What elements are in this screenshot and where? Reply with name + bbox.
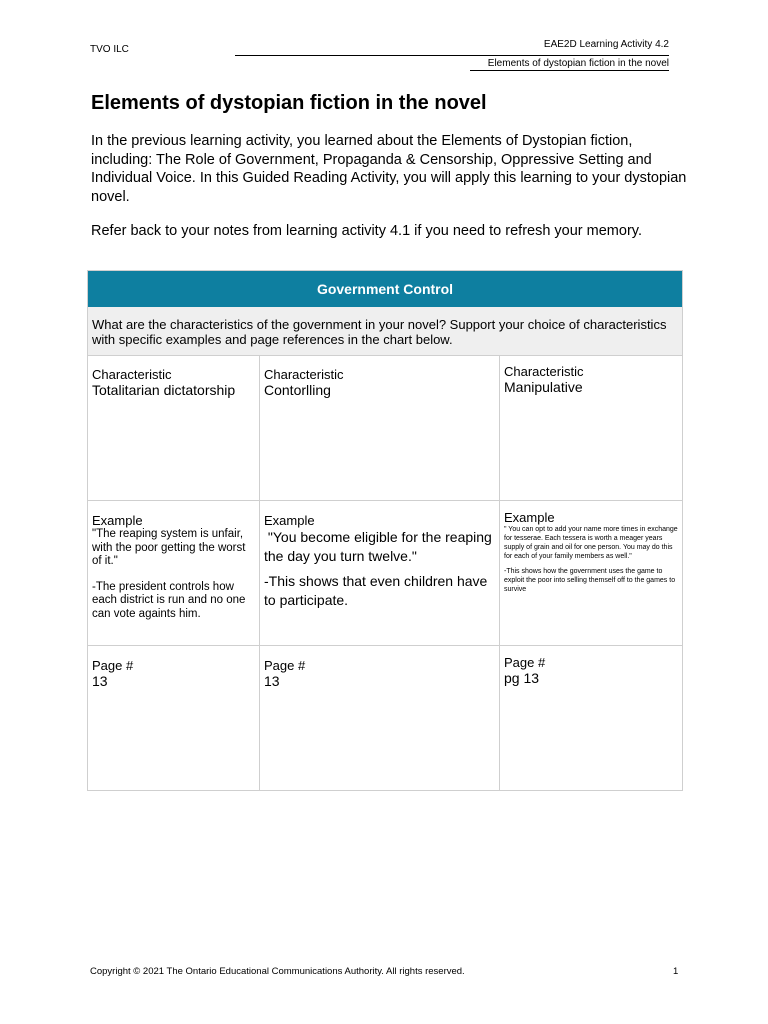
characteristic-label: Characteristic xyxy=(504,364,584,379)
example-label: Example xyxy=(504,510,555,525)
government-control-table xyxy=(87,270,683,791)
example-note: -This shows how the government uses the game to exploit the poor into selling themself off to the games to survive xyxy=(504,568,676,593)
header-line-top xyxy=(235,55,669,56)
header-line-bottom xyxy=(470,70,669,71)
page-label: Page # xyxy=(264,658,306,673)
example-cell-1[interactable] xyxy=(88,501,260,645)
page-value: 13 xyxy=(264,673,280,689)
page-cell-3[interactable] xyxy=(500,646,682,790)
example-note: -The president controls how each district is run and no one can vote againts him. xyxy=(92,580,246,620)
characteristic-cell-2[interactable] xyxy=(260,356,500,500)
refer-paragraph: Refer back to your notes from learning activity 4.1 if you need to refresh your memory. xyxy=(91,223,642,239)
page-label: Page # xyxy=(504,655,546,670)
page-row xyxy=(88,646,682,790)
example-label: Example xyxy=(264,513,315,528)
example-text: "You become eligible for the reaping the day you turn twelve." xyxy=(264,529,496,564)
header-subtitle: Elements of dystopian fiction in the novel xyxy=(487,58,669,69)
page-value: 13 xyxy=(92,673,108,689)
characteristic-label: Characteristic xyxy=(92,367,172,382)
page-label: Page # xyxy=(92,658,134,673)
example-cell-2[interactable] xyxy=(260,501,500,645)
example-cell-3[interactable] xyxy=(500,501,682,645)
example-row xyxy=(88,501,682,646)
header-activity: EAE2D Learning Activity 4.2 xyxy=(543,39,669,50)
table-heading: Government Control xyxy=(88,271,682,307)
example-note: -This shows that even children have to participate. xyxy=(264,573,488,608)
header-right xyxy=(487,38,669,69)
example-text: " You can opt to add your name more times in exchange for tesserae. Each tessera is worth a meager years supply of grain and oil for one person. You may do this for each of your family members as well." xyxy=(504,526,678,560)
characteristic-value: Totalitarian dictatorship xyxy=(92,382,236,398)
characteristic-row xyxy=(88,356,682,501)
characteristic-label: Characteristic xyxy=(264,367,344,382)
page-cell-1[interactable] xyxy=(88,646,260,790)
characteristic-value: Manipulative xyxy=(504,379,583,395)
characteristic-cell-3[interactable] xyxy=(500,356,682,500)
header-left: TVO ILC xyxy=(90,44,129,55)
footer-page-number: 1 xyxy=(673,966,679,977)
characteristic-cell-1[interactable] xyxy=(88,356,260,500)
table-question: What are the characteristics of the government in your novel? Support your choice of characteristics with specific examples and page references in the chart below. xyxy=(88,307,682,356)
characteristic-value: Contorlling xyxy=(264,382,331,398)
page-value: pg 13 xyxy=(504,670,540,686)
example-label: Example xyxy=(92,513,143,528)
example-text: "The reaping system is unfair, with the poor getting the worst of it." xyxy=(92,528,246,567)
intro-paragraph: In the previous learning activity, you learned about the Elements of Dystopian fiction, including: The Role of Government, Propaganda & Censorship, Oppressive Setting and Individual Voice. In this Guided Reading Activity, you will apply this learning to your dystopian novel. xyxy=(91,133,687,205)
page-cell-2[interactable] xyxy=(260,646,500,790)
page-title: Elements of dystopian fiction in the novel xyxy=(91,92,487,114)
footer-copyright: Copyright © 2021 The Ontario Educational Communications Authority. All rights reserved. xyxy=(90,966,465,977)
